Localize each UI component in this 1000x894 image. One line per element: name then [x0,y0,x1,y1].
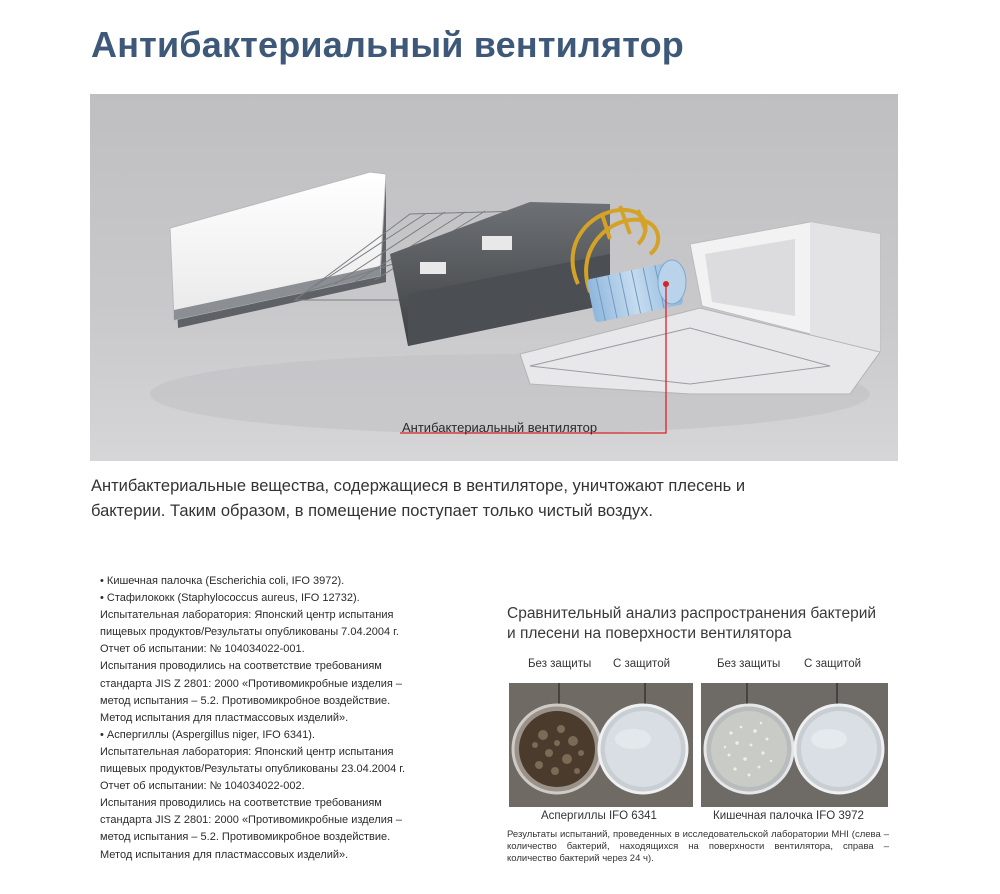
intro-paragraph [91,474,871,524]
intro-line-2: бактерии. Таким образом, в помещение поступает только чистый воздух. [91,502,653,520]
note-line: Метод испытания для пластмассовых изделий». [100,848,349,861]
fan-callout-label: Антибактериальный вентилятор [402,420,598,435]
note-line: пищевых продуктов/Результаты опубликованы 23.04.2004 г. [100,763,406,776]
test-notes [100,573,470,864]
note-line: Метод испытания для пластмассовых изделий». [100,711,349,724]
ecoli-with-label: С защитой [804,658,862,670]
note-line: стандарта JIS Z 2801: 2000 «Противомикробные изделия – [100,677,403,690]
note-line: стандарта JIS Z 2801: 2000 «Противомикробные изделия – [100,814,403,827]
comparison-title-line-1: Сравнительный анализ распространения бактерий [507,605,877,622]
aspergillus-caption: Аспергиллы IFO 6341 [541,810,657,822]
exploded-view-image [90,94,898,461]
note-line: • Кишечная палочка (Escherichia coli, IFO 3972). [100,575,345,587]
note-line: метод испытания – 5.2. Противомикробное воздействие. [100,694,391,707]
note-line: метод испытания – 5.2. Противомикробное воздействие. [100,831,391,844]
note-line: • Аспергиллы (Aspergillus niger, IFO 6341). [100,728,315,741]
note-line: Испытания проводились на соответствие требованиям [100,797,382,810]
comparison-title-line-2: и плесени на поверхности вентилятора [507,625,792,642]
comparison-title [507,604,937,644]
results-note: Результаты испытаний, проведенных в исследовательской лаборатории MHI (слева – количество бактерий, находящихся на поверхности вентилятора, справа – количество бактерий через 24 ч). [507,829,889,864]
note-line: Испытательная лаборатория: Японский центр испытания [100,609,394,622]
ecoli-petri-photo [701,683,888,807]
ecoli-without-label: Без защиты [717,658,781,670]
ecoli-caption: Кишечная палочка IFO 3972 [713,810,864,822]
aspergillus-with-label: С защитой [613,658,671,670]
note-line: Испытания проводились на соответствие требованиям [100,660,382,673]
note-line: Испытательная лаборатория: Японский центр испытания [100,745,394,758]
note-line: пищевых продуктов/Результаты опубликованы 7.04.2004 г. [100,626,399,639]
aspergillus-without-label: Без защиты [528,658,592,670]
intro-line-1: Антибактериальные вещества, содержащиеся в вентиляторе, уничтожают плесень и [91,477,746,495]
note-line: • Стафилококк (Staphylococcus aureus, IFO 12732). [100,592,360,605]
page-title: Антибактериальный вентилятор [91,24,684,65]
aspergillus-petri-photo [509,683,693,807]
note-line: Отчет об испытании: № 104034022-001. [100,643,305,656]
note-line: Отчет об испытании: № 104034022-002. [100,780,305,793]
